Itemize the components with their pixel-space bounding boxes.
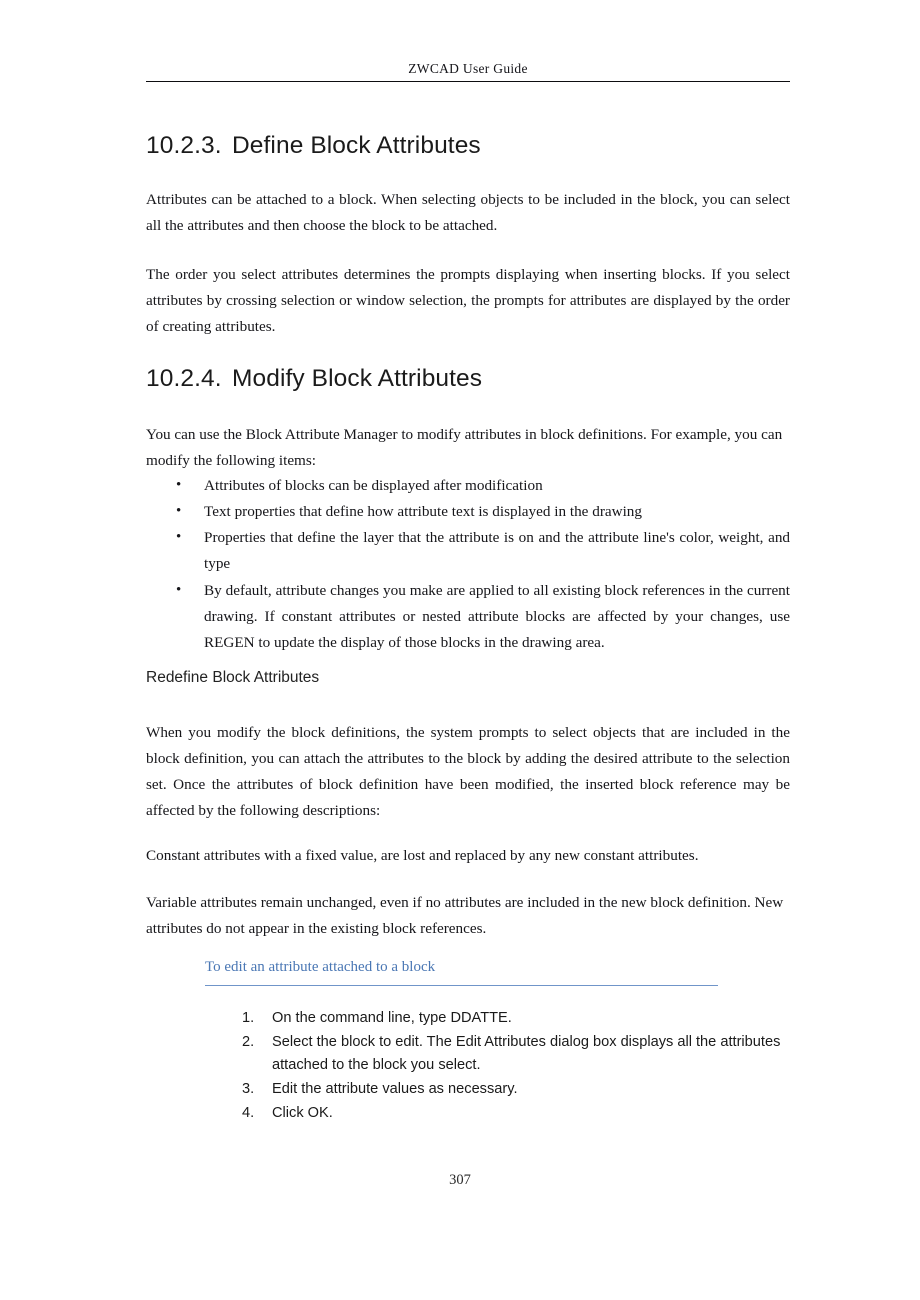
section-define-block-attributes — [146, 131, 790, 160]
header-divider — [146, 81, 790, 82]
heading-number-10-2-3: 10.2.3. — [146, 132, 222, 159]
header-title: ZWCAD User Guide — [408, 61, 528, 76]
step-marker: 2. — [242, 1033, 255, 1050]
list-item-text: Attributes of blocks can be displayed after modification — [204, 477, 543, 494]
callout-divider — [205, 985, 718, 986]
list-item — [242, 1007, 790, 1031]
paragraph-redefine-3-wrap — [146, 890, 790, 942]
heading-define-block-attributes — [146, 131, 790, 160]
list-item-text: Text properties that define how attribute text is displayed in the drawing — [204, 503, 642, 521]
page-header — [146, 62, 790, 82]
step-marker: 3. — [242, 1080, 255, 1097]
list-item — [242, 1078, 790, 1102]
subheading-redefine-wrap — [146, 669, 790, 688]
heading-text-10-2-4: Modify Block Attributes — [232, 365, 483, 392]
list-item — [146, 525, 790, 577]
callout-edit-attribute — [205, 957, 718, 986]
subheading-redefine-block-attributes: Redefine Block Attributes — [146, 669, 320, 686]
paragraph-define-1: Attributes can be attached to a block. When selecting objects to be included in the block, you can select all the attributes and then choose the block to be attached. — [146, 191, 790, 235]
paragraph-redefine-2-wrap — [146, 843, 790, 869]
list-item — [146, 578, 790, 656]
paragraph-define-1-wrap — [146, 187, 790, 239]
list-item — [242, 1102, 790, 1126]
step-text: Edit the attribute values as necessary. — [272, 1080, 518, 1097]
paragraph-modify-intro: You can use the Block Attribute Manager to modify attributes in block definitions. For example, you can modify the following items: — [146, 426, 783, 470]
list-item-text: By default, attribute changes you make are applied to all existing block references in the current drawing. If constant attributes or nested attribute blocks are affected by your changes, use REGEN to update the display of those blocks in the drawing area. — [204, 581, 790, 651]
steps-list — [242, 1007, 790, 1125]
steps-list-wrap — [242, 1007, 790, 1125]
modify-items-list — [146, 473, 790, 656]
callout-title: To edit an attribute attached to a block — [205, 959, 436, 975]
list-item — [242, 1031, 790, 1078]
list-item — [146, 473, 790, 499]
step-marker: 1. — [242, 1010, 255, 1026]
paragraph-define-2-wrap — [146, 262, 790, 340]
step-text: Click OK. — [272, 1104, 333, 1121]
paragraph-redefine-2: Constant attributes with a fixed value, are lost and replaced by any new constant attributes. — [146, 847, 699, 864]
step-text: On the command line, type DDATTE. — [272, 1010, 512, 1026]
paragraph-redefine-1: When you modify the block definitions, the system prompts to select objects that are included in the block definition, you can attach the attributes to the block by adding the desired attribute to the selection set. Once the attributes of block definition have been modified, the inserted block reference may be affected by the following descriptions: — [146, 724, 790, 820]
heading-number-10-2-4: 10.2.4. — [146, 365, 222, 392]
paragraph-redefine-3: Variable attributes remain unchanged, even if no attributes are included in the new block definition. New attributes do not appear in the existing block references. — [146, 894, 784, 938]
section-modify-block-attributes — [146, 364, 790, 393]
step-text: Select the block to edit. The Edit Attributes dialog box displays all the attributes attached to the block you select. — [272, 1033, 781, 1074]
modify-items-list-wrap — [146, 473, 790, 656]
step-marker: 4. — [242, 1104, 255, 1121]
list-item-text: Properties that define the layer that the attribute is on and the attribute line's color, weight, and type — [204, 529, 790, 573]
paragraph-modify-intro-wrap — [146, 422, 790, 474]
heading-text-10-2-3: Define Block Attributes — [232, 132, 481, 159]
paragraph-redefine-1-wrap — [146, 720, 790, 825]
list-item — [146, 499, 790, 525]
heading-modify-block-attributes — [146, 364, 790, 393]
paragraph-define-2: The order you select attributes determines the prompts displaying when inserting blocks. If you select attributes by crossing selection or window selection, the prompts for attributes are displayed by the order of creating attributes. — [146, 266, 790, 336]
page-number: 307 — [449, 1172, 471, 1188]
